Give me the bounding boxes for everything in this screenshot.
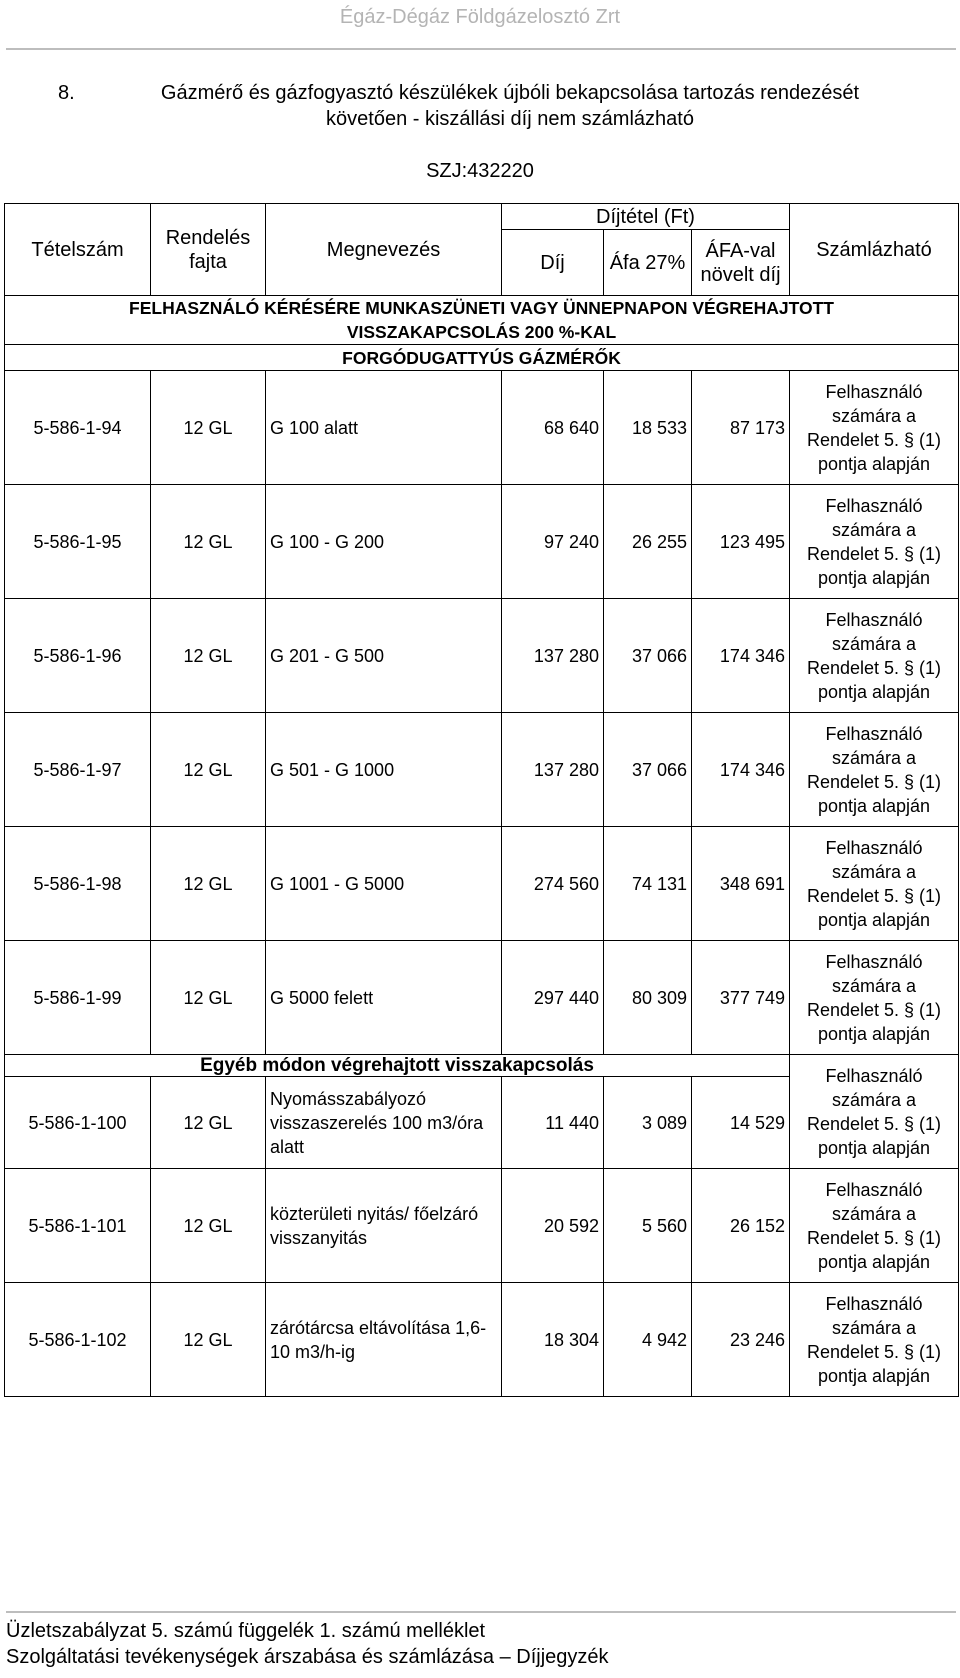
row-rendeles-fajta: 12 GL <box>151 941 266 1055</box>
section-title-text: Gázmérő és gázfogyasztó készülékek újbóli bekapcsolása tartozás rendezését követően - kiszállási díj nem számlázható <box>160 82 860 130</box>
section-heading-line1: FELHASZNÁLÓ KÉRÉSÉRE MUNKASZÜNETI VAGY ÜNNEPNAPON VÉGREHAJTOTT <box>129 298 834 318</box>
row-megnevezes: G 100 alatt <box>266 371 502 485</box>
row-dij: 137 280 <box>502 713 604 827</box>
table-header-row <box>5 204 959 230</box>
row-afaval-novelt: 26 152 <box>692 1169 790 1283</box>
section-number: 8. <box>58 82 75 104</box>
page-footer <box>6 1618 609 1670</box>
row-dij: 137 280 <box>502 599 604 713</box>
fee-table <box>4 203 959 1397</box>
col-header-afaval-novelt: ÁFA-val növelt díj <box>692 230 790 296</box>
row-afaval-novelt: 174 346 <box>692 713 790 827</box>
row-afaval-novelt: 377 749 <box>692 941 790 1055</box>
row-szamlazhato: Felhasználó számára a Rendelet 5. § (1) pontja alapján <box>790 371 959 485</box>
row-afaval-novelt: 174 346 <box>692 599 790 713</box>
row-tetelszam: 5-586-1-99 <box>5 941 151 1055</box>
row-tetelszam: 5-586-1-97 <box>5 713 151 827</box>
row-szamlazhato: Felhasználó számára a Rendelet 5. § (1) pontja alapján <box>790 1169 959 1283</box>
row-afa: 18 533 <box>604 371 692 485</box>
row-szamlazhato: Felhasználó számára a Rendelet 5. § (1) pontja alapján <box>790 485 959 599</box>
row-megnevezes: G 5000 felett <box>266 941 502 1055</box>
row-afa: 74 131 <box>604 827 692 941</box>
row-afa: 26 255 <box>604 485 692 599</box>
row-tetelszam: 5-586-1-98 <box>5 827 151 941</box>
footer-line-1: Üzletszabályzat 5. számú függelék 1. számú melléklet <box>6 1620 486 1642</box>
row-szamlazhato: Felhasználó számára a Rendelet 5. § (1) pontja alapján <box>790 827 959 941</box>
table-row <box>5 599 959 713</box>
row-dij: 297 440 <box>502 941 604 1055</box>
row-tetelszam: 5-586-1-101 <box>5 1169 151 1283</box>
row-afa: 4 942 <box>604 1283 692 1397</box>
section-heading-row <box>5 1055 959 1077</box>
row-rendeles-fajta: 12 GL <box>151 485 266 599</box>
table-row <box>5 485 959 599</box>
row-rendeles-fajta: 12 GL <box>151 1169 266 1283</box>
row-dij: 11 440 <box>502 1077 604 1169</box>
row-rendeles-fajta: 12 GL <box>151 1077 266 1169</box>
row-dij: 68 640 <box>502 371 604 485</box>
footer-line-2: Szolgáltatási tevékenységek árszabása és számlázása – Díjjegyzék <box>6 1646 609 1668</box>
col-header-rendeles-fajta: Rendelés fajta <box>151 204 266 296</box>
row-afaval-novelt: 87 173 <box>692 371 790 485</box>
row-szamlazhato: Felhasználó számára a Rendelet 5. § (1) pontja alapján <box>790 941 959 1055</box>
row-rendeles-fajta: 12 GL <box>151 713 266 827</box>
section-heading-line2: VISSZAKAPCSOLÁS 200 %-KAL <box>346 322 617 342</box>
row-megnevezes: közterületi nyitás/ főelzáró visszanyitás <box>266 1169 502 1283</box>
row-dij: 20 592 <box>502 1169 604 1283</box>
row-megnevezes: G 201 - G 500 <box>266 599 502 713</box>
section-title <box>58 80 928 132</box>
row-megnevezes: G 100 - G 200 <box>266 485 502 599</box>
row-rendeles-fajta: 12 GL <box>151 371 266 485</box>
footer-divider <box>6 1611 956 1613</box>
subsection-heading-rotary-meters: FORGÓDUGATTYÚS GÁZMÉRŐK <box>5 345 959 371</box>
row-megnevezes: Nyomásszabályozó visszaszerelés 100 m3/óra alatt <box>266 1077 502 1169</box>
row-afaval-novelt: 123 495 <box>692 485 790 599</box>
row-tetelszam: 5-586-1-100 <box>5 1077 151 1169</box>
row-afa: 37 066 <box>604 599 692 713</box>
row-rendeles-fajta: 12 GL <box>151 599 266 713</box>
company-header: Égáz-Dégáz Földgázelosztó Zrt <box>339 6 621 28</box>
row-afaval-novelt: 348 691 <box>692 827 790 941</box>
row-tetelszam: 5-586-1-96 <box>5 599 151 713</box>
row-szamlazhato: Felhasználó számára a Rendelet 5. § (1) pontja alapján <box>790 1055 959 1169</box>
row-tetelszam: 5-586-1-94 <box>5 371 151 485</box>
subsection-heading-row <box>5 345 959 371</box>
row-dij: 97 240 <box>502 485 604 599</box>
table-row <box>5 827 959 941</box>
table-row <box>5 1169 959 1283</box>
row-szamlazhato: Felhasználó számára a Rendelet 5. § (1) pontja alapján <box>790 599 959 713</box>
row-afa: 3 089 <box>604 1077 692 1169</box>
table-row <box>5 1283 959 1397</box>
szj-code: SZJ:432220 <box>426 160 534 182</box>
col-header-megnevezes: Megnevezés <box>266 204 502 296</box>
row-dij: 274 560 <box>502 827 604 941</box>
col-header-dij: Díj <box>502 230 604 296</box>
row-afa: 5 560 <box>604 1169 692 1283</box>
row-afaval-novelt: 23 246 <box>692 1283 790 1397</box>
table-row <box>5 713 959 827</box>
row-szamlazhato: Felhasználó számára a Rendelet 5. § (1) pontja alapján <box>790 1283 959 1397</box>
row-afa: 80 309 <box>604 941 692 1055</box>
row-tetelszam: 5-586-1-102 <box>5 1283 151 1397</box>
col-header-tetelszam: Tételszám <box>5 204 151 296</box>
row-tetelszam: 5-586-1-95 <box>5 485 151 599</box>
section-heading-holiday <box>5 296 959 345</box>
row-rendeles-fajta: 12 GL <box>151 827 266 941</box>
table-row <box>5 371 959 485</box>
header-divider <box>6 48 956 50</box>
section-heading-other: Egyéb módon végrehajtott visszakapcsolás <box>5 1055 790 1077</box>
col-header-afa: Áfa 27% <box>604 230 692 296</box>
row-megnevezes: G 501 - G 1000 <box>266 713 502 827</box>
row-afaval-novelt: 14 529 <box>692 1077 790 1169</box>
table-row <box>5 941 959 1055</box>
col-header-dijtetel: Díjtétel (Ft) <box>502 204 790 230</box>
col-header-szamlazhato: Számlázható <box>790 204 959 296</box>
row-dij: 18 304 <box>502 1283 604 1397</box>
row-rendeles-fajta: 12 GL <box>151 1283 266 1397</box>
row-megnevezes: G 1001 - G 5000 <box>266 827 502 941</box>
row-afa: 37 066 <box>604 713 692 827</box>
row-szamlazhato: Felhasználó számára a Rendelet 5. § (1) pontja alapján <box>790 713 959 827</box>
row-megnevezes: zárótárcsa eltávolítása 1,6-10 m3/h-ig <box>266 1283 502 1397</box>
section-heading-row <box>5 296 959 345</box>
